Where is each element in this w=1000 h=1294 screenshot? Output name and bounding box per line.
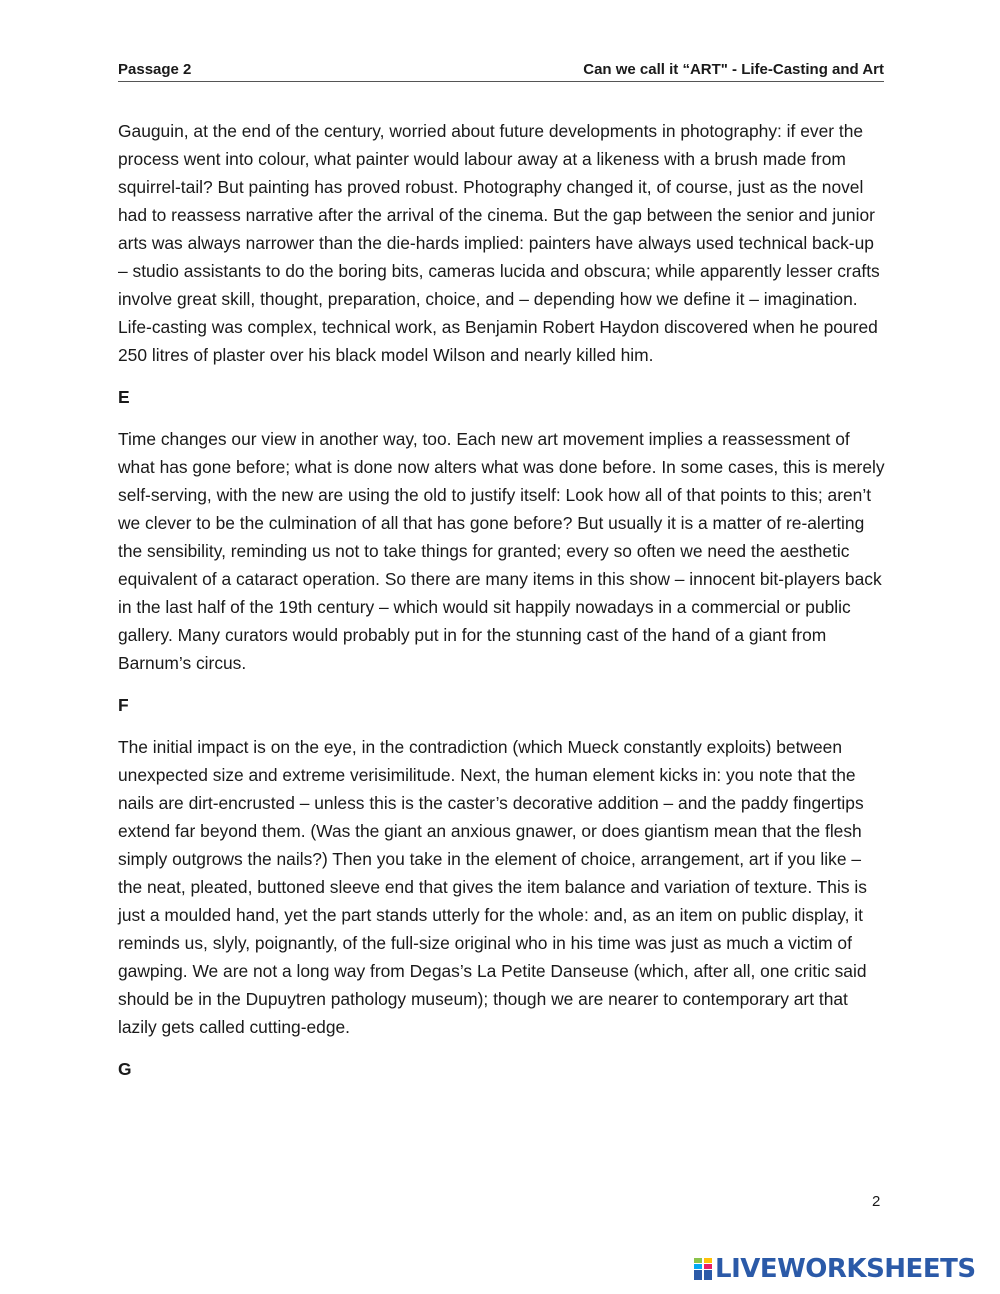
section-label-g: G	[118, 1059, 132, 1079]
paragraph-e: Time changes our view in another way, too. Each new art movement implies a reassessment of what has gone before; what is done now alters what was done before. In some cases, this is merely self-serving, with the new are using the old to justify itself: Look how all of that points to this; aren’t we clever to be the culmination of all that has gone before? But usually it is a matter of re-alerting the sensibility, reminding us not to take things for granted; every so often we need the aesthetic equivalent of a cataract operation. So there are many items in this show – innocent bit-players back in the last half of the 19th century – which would sit happily nowadays in a commercial or public gallery. Many curators would probably put in for the stunning cast of the hand of a giant from Barnum’s circus.	[118, 429, 885, 673]
section-label-e: E	[118, 387, 130, 407]
page-number: 2	[872, 1193, 881, 1210]
paragraph-d-continued: Gauguin, at the end of the century, worried about future developments in photography: if ever the process went into colour, what painter would labour away at a likeness with a brush made from squirrel-tail? But painting has proved robust. Photography changed it, of course, just as the novel had to reassess narrative after the arrival of the cinema. But the gap between the senior and junior arts was always narrower than the die-hards implied: painters have always used technical back-up – studio assistants to do the boring bits, cameras lucida and obscura; while apparently lesser crafts involve great skill, thought, preparation, choice, and – depending how we define it – imagination. Life-casting was complex, technical work, as Benjamin Robert Haydon discovered when he poured 250 litres of plaster over his black model Wilson and nearly killed him.	[118, 121, 880, 365]
header-passage-label: Passage 2	[118, 61, 192, 78]
paragraph-f: The initial impact is on the eye, in the contradiction (which Mueck constantly exploits) between unexpected size and extreme verisimilitude. Next, the human element kicks in: you note that the nails are dirt-encrusted – unless this is the caster’s decorative addition – and the paddy fingertips extend far beyond them. (Was the giant an anxious gnawer, or does giantism mean that the flesh simply outgrows the nails?) Then you take in the element of choice, arrangement, art if you like – the neat, pleated, buttoned sleeve end that gives the item balance and variation of texture. This is just a moulded hand, yet the part stands utterly for the whole: and, as an item on public display, it reminds us, slyly, poignantly, of the full-size original who in his time was just as much a victim of gawping. We are not a long way from Degas’s La Petite Danseuse (which, after all, one critic said should be in the Dupuytren pathology museum); though we are nearer to contemporary art that lazily gets called cutting-edge.	[118, 737, 867, 1037]
brand-name: LIVEWORKSHEETS	[715, 1254, 976, 1284]
section-label-f: F	[118, 695, 129, 715]
page-header	[118, 61, 884, 82]
header-title: Can we call it “ART" - Life-Casting and Art	[583, 61, 884, 78]
passage-body	[118, 117, 888, 1097]
brand-watermark[interactable]	[694, 1256, 976, 1282]
liveworksheets-logo-icon	[694, 1258, 712, 1280]
